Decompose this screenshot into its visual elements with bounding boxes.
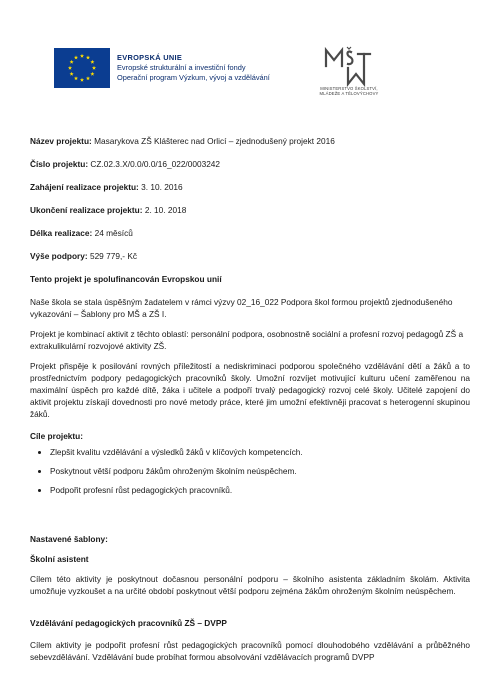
cofinanced-heading: Tento projekt je spolufinancován Evropskou unií: [30, 274, 222, 284]
project-start-label: Zahájení realizace projektu:: [30, 182, 139, 192]
list-item: • Poskytnout větší podporu žákům ohroženým školním neúspěchem.: [50, 465, 470, 477]
goals-heading: Cíle projektu:: [30, 431, 84, 441]
project-number-label: Číslo projektu:: [30, 159, 89, 169]
templates-heading: Nastavené šablony:: [30, 534, 108, 544]
project-support-label: Výše podpory:: [30, 251, 88, 261]
project-support-value: 529 779,- Kč: [89, 251, 137, 261]
project-support-row: [30, 250, 470, 262]
msmt-line-2: MLÁDEŽE A TĚLOVÝCHOVY: [319, 91, 379, 97]
assistant-heading: Školní asistent: [30, 554, 89, 564]
contribution-paragraph: Projekt přispěje k posilování rovných příležitostí a nediskriminaci podporou společného vzdělávání dětí a žáků a to prostřednictvím podpory pedagogických pracovníků školy. Umožní rozvíjet motivující kulturu učení zaměřenou na maximální úspěch pro každé dítě, žáka i učitele a podpoří trvalý pedagogický rozvoj celé školy. Učitelé zapojení do aktivit projektu získají dovednosti pro nové metody práce, které jim umožní efektivněji pracovat s heterogenní skupinou žáků.: [30, 361, 470, 419]
project-number-value: CZ.02.3.X/0.0/0.0/16_022/0003242: [90, 159, 221, 169]
eu-programme-line: Operační program Výzkum, vývoj a vzdělávání: [117, 73, 270, 83]
spacer: [30, 503, 470, 533]
msmt-monogram-icon: [322, 46, 372, 88]
project-end-label: Ukončení realizace projektu:: [30, 205, 143, 215]
project-number-row: [30, 158, 470, 170]
intro-paragraph: Naše škola se stala úspěšným žadatelem v rámci výzvy 02_16_022 Podpora škol formou projektů zjednodušeného vykazování – Šablony pro MŠ a ZŠ I.: [30, 297, 453, 319]
eu-title: EVROPSKÁ UNIE: [117, 53, 183, 62]
project-name-row: [30, 135, 470, 147]
spacer: [30, 605, 470, 617]
msmt-logo-text: [300, 86, 398, 96]
project-end-value: 2. 10. 2018: [144, 205, 187, 215]
dvpp-paragraph: Cílem aktivity je podpořit profesní růst pedagogických pracovníků pomocí dlouhodobého vzdělávání a průběžného sebevzdělávání. Vzdělávání bude probíhat formou absolvování vzdělávacích programů DVPP: [30, 640, 470, 662]
project-name-value: Masarykova ZŠ Klášterec nad Orlicí – zjednodušený projekt 2016: [94, 136, 335, 146]
list-item: • Zlepšit kvalitu vzdělávání a výsledků žáků v klíčových kompetencích.: [50, 446, 470, 458]
assistant-paragraph: Cílem této aktivity je poskytnout dočasnou personální podporu – školního asistenta základním školám. Aktivita umožňuje vyzkoušet a na určité období poskytnout větší podporu zejména žákům ohroženým školním neúspěchem.: [30, 574, 470, 596]
msmt-line-1: MINISTERSTVO ŠKOLSTVÍ,: [320, 86, 378, 91]
list-item: • Podpořit profesní růst pedagogických pracovníků.: [50, 484, 470, 496]
project-start-row: [30, 181, 470, 193]
eu-logo-text: [117, 53, 270, 84]
project-length-row: [30, 227, 470, 239]
eu-flag-logo: [54, 48, 110, 88]
document-body: [30, 135, 470, 671]
project-start-value: 3. 10. 2016: [141, 182, 183, 192]
msmt-logo: [322, 46, 372, 88]
eu-stars-icon: [54, 48, 110, 88]
activities-paragraph: Projekt je kombinací aktivit z těchto oblastí: personální podpora, osobnostně sociální a profesní rozvoj pedagogů ZŠ a extrakulikulární rozvojové aktivity ZŠ.: [30, 329, 464, 351]
goals-list: [30, 446, 470, 496]
dvpp-heading: Vzdělávání pedagogických pracovníků ZŠ – DVPP: [30, 618, 227, 628]
project-length-value: 24 měsíců: [94, 228, 133, 238]
project-length-label: Délka realizace:: [30, 228, 93, 238]
project-end-row: [30, 204, 470, 216]
eu-funds-line: Evropské strukturální a investiční fondy: [117, 63, 246, 73]
project-name-label: Název projektu:: [30, 136, 92, 146]
